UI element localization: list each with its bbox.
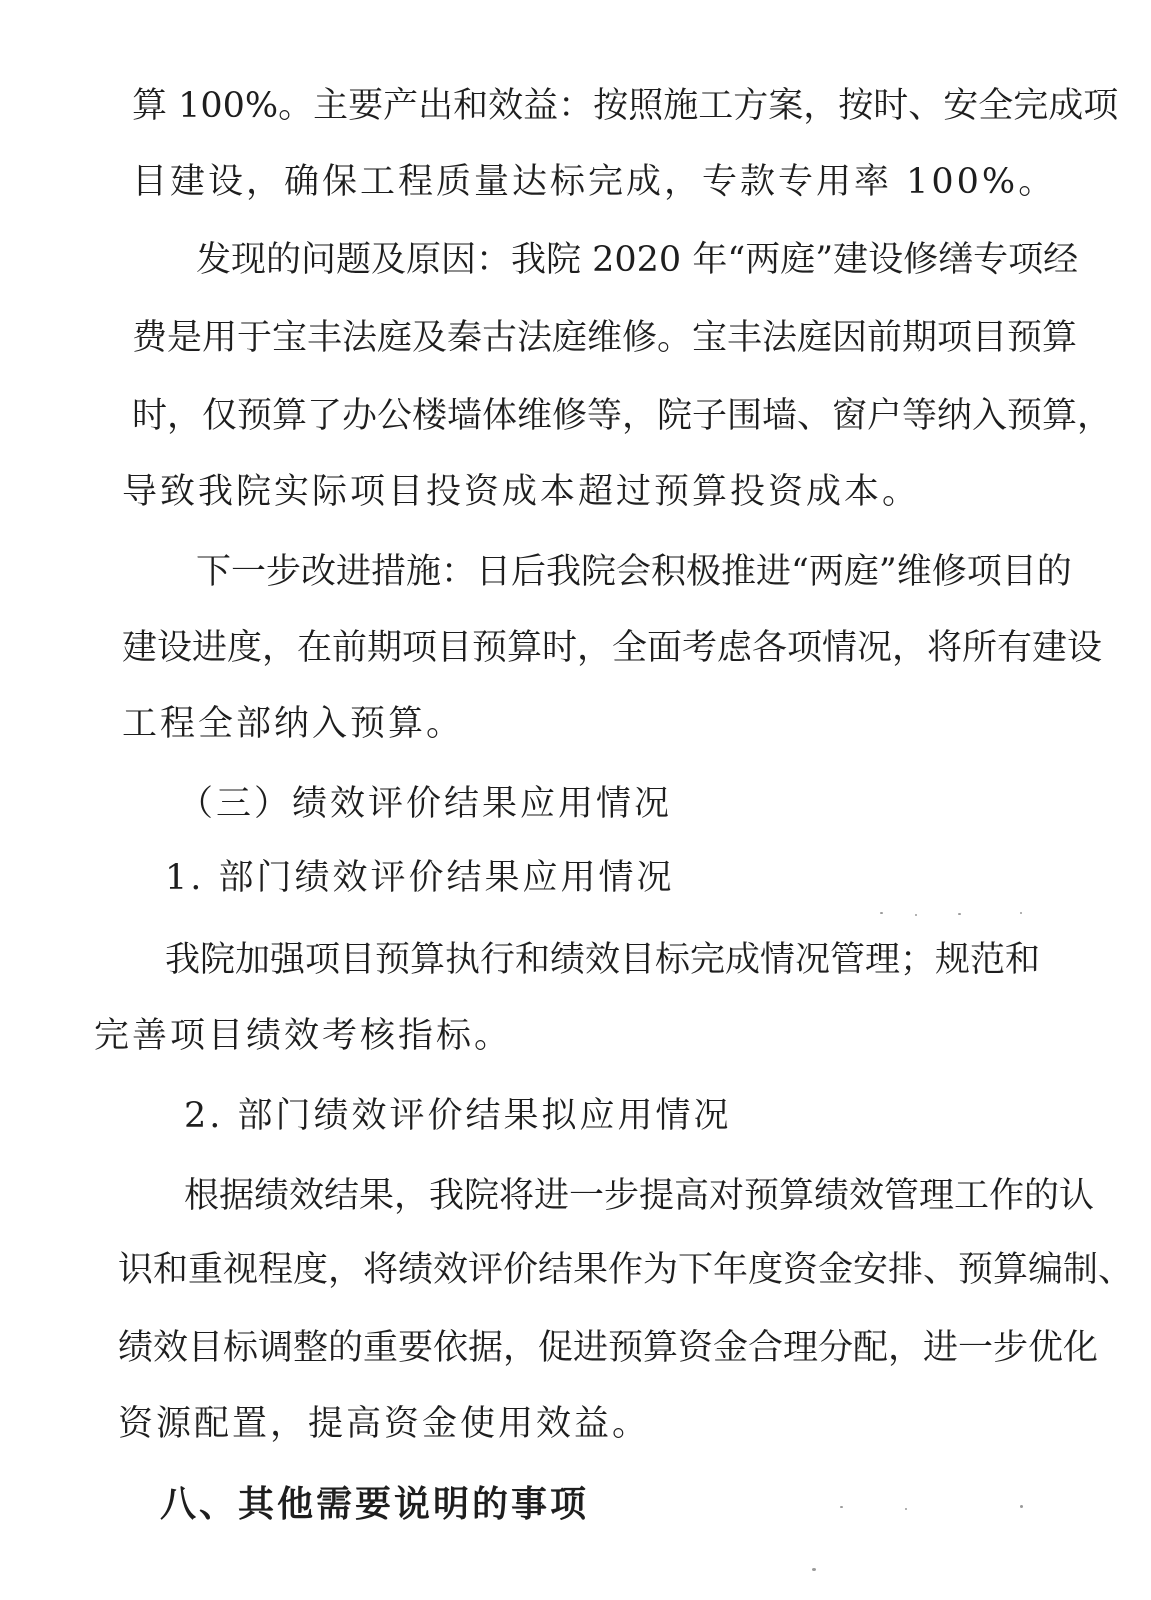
text-line: 完善项目绩效考核指标。 bbox=[94, 1016, 513, 1056]
section-heading: 八、其他需要说明的事项 bbox=[160, 1483, 590, 1525]
text-line: 算 100%。主要产出和效益：按照施工方案，按时、安全完成项 bbox=[132, 86, 1119, 126]
text-line: 识和重视程度，将绩效评价结果作为下年度资金安排、预算编制、 bbox=[118, 1250, 1134, 1290]
scan-speck bbox=[958, 913, 961, 915]
subsection-heading: 1. 部门绩效评价结果应用情况 bbox=[165, 858, 675, 898]
subsection-heading: 2. 部门绩效评价结果拟应用情况 bbox=[184, 1096, 732, 1136]
section-heading: （三）绩效评价结果应用情况 bbox=[178, 784, 673, 824]
text-line: 资源配置，提高资金使用效益。 bbox=[118, 1404, 651, 1444]
scan-speck bbox=[1020, 1505, 1023, 1508]
text-line: 导致我院实际项目投资成本超过预算投资成本。 bbox=[122, 472, 921, 512]
paragraph-start-line: 根据绩效结果，我院将进一步提高对预算绩效管理工作的认 bbox=[184, 1176, 1095, 1216]
text-line: 目建设，确保工程质量达标完成，专款专用率 100%。 bbox=[132, 162, 1057, 202]
text-line: 工程全部纳入预算。 bbox=[122, 704, 465, 744]
scan-speck bbox=[915, 914, 917, 916]
paragraph-start-line: 我院加强项目预算执行和绩效目标完成情况管理；规范和 bbox=[165, 940, 1041, 980]
scan-speck bbox=[1020, 912, 1022, 914]
scan-speck bbox=[905, 1508, 907, 1510]
text-line: 建设进度，在前期项目预算时，全面考虑各项情况，将所有建设 bbox=[122, 628, 1103, 668]
scan-speck bbox=[812, 1568, 816, 1571]
scan-speck bbox=[840, 1506, 843, 1508]
paragraph-start-line: 发现的问题及原因：我院 2020 年“两庭”建设修缮专项经 bbox=[196, 240, 1079, 280]
scan-speck bbox=[880, 912, 883, 914]
text-line: 绩效目标调整的重要依据，促进预算资金合理分配，进一步优化 bbox=[118, 1328, 1099, 1368]
paragraph-start-line: 下一步改进措施：日后我院会积极推进“两庭”维修项目的 bbox=[196, 552, 1072, 592]
text-line: 时，仅预算了办公楼墙体维修等，院子围墙、窗户等纳入预算， bbox=[132, 396, 1113, 436]
text-line: 费是用于宝丰法庭及秦古法庭维修。宝丰法庭因前期项目预算 bbox=[132, 318, 1078, 358]
